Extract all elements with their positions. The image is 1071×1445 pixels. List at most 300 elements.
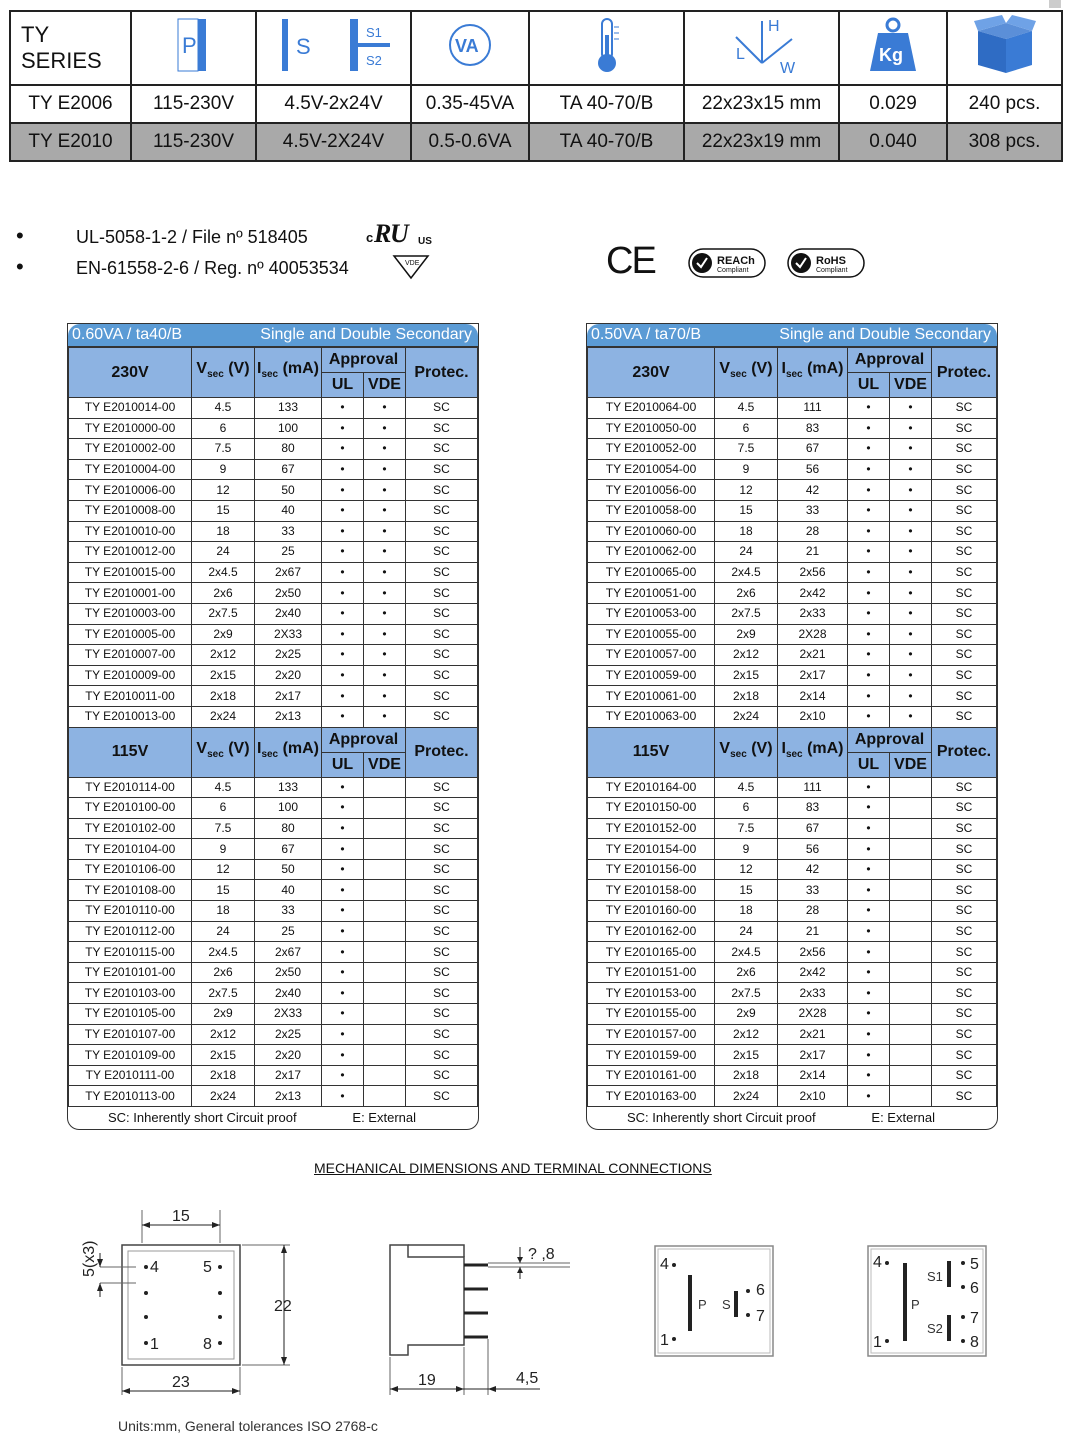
part-number: TY E2010052-00 — [588, 439, 715, 460]
protection: SC — [932, 901, 997, 922]
vsec-value: 15 — [715, 880, 778, 901]
part-number: TY E2010158-00 — [588, 880, 715, 901]
ul-approval: • — [322, 1004, 364, 1025]
section-header-row — [588, 348, 997, 373]
ul-approval: • — [322, 1024, 364, 1045]
vsec-value: 18 — [715, 521, 778, 542]
isec-value: 2x13 — [255, 1086, 322, 1107]
protection: SC — [932, 839, 997, 860]
svg-text:1: 1 — [660, 1332, 669, 1349]
vde-mark-icon — [392, 252, 432, 280]
series-label: TY SERIES — [10, 11, 131, 85]
table-row — [69, 777, 478, 798]
vde-approval — [364, 921, 406, 942]
isec-value: 21 — [778, 921, 848, 942]
vde-approval — [890, 859, 932, 880]
table-row — [69, 839, 478, 860]
vde-approval: • — [364, 665, 406, 686]
vsec-value: 24 — [715, 542, 778, 563]
spec-table-body — [587, 347, 997, 1107]
vsec-value: 12 — [192, 859, 255, 880]
ul-approval: • — [848, 603, 890, 624]
vde-approval — [364, 942, 406, 963]
vsec-value: 24 — [715, 921, 778, 942]
isec-value: 2x17 — [255, 686, 322, 707]
approval-header: Approval — [848, 727, 932, 752]
table-row — [69, 962, 478, 983]
table-row — [588, 1086, 997, 1107]
vsec-value: 15 — [192, 500, 255, 521]
ul-approval: • — [848, 962, 890, 983]
protection: SC — [406, 686, 478, 707]
vde-approval — [890, 1065, 932, 1086]
svg-text:S2: S2 — [927, 1321, 943, 1336]
protection: SC — [406, 665, 478, 686]
isec-value: 33 — [255, 901, 322, 922]
ul-approval: • — [322, 686, 364, 707]
svg-text:5: 5 — [203, 1259, 212, 1276]
ul-approval: • — [322, 706, 364, 727]
vde-approval — [890, 921, 932, 942]
mechanical-title: MECHANICAL DIMENSIONS AND TERMINAL CONNECTIONS — [314, 1160, 712, 1176]
vsec-value: 18 — [192, 521, 255, 542]
ul-approval: • — [322, 798, 364, 819]
spec-table-footer — [587, 1107, 997, 1129]
table-row — [588, 1004, 997, 1025]
footer-note: E: External — [871, 1110, 935, 1125]
vde-header: VDE — [364, 752, 406, 777]
isec-value: 2X33 — [255, 624, 322, 645]
table-row — [588, 624, 997, 645]
protection: SC — [932, 603, 997, 624]
isec-value: 2x20 — [255, 665, 322, 686]
isec-value: 100 — [255, 798, 322, 819]
ul-approval: • — [848, 1024, 890, 1045]
bullet-icon: • — [16, 254, 24, 279]
protection: SC — [406, 583, 478, 604]
svg-text:22: 22 — [274, 1298, 292, 1315]
section-header-row — [69, 348, 478, 373]
part-number: TY E2010154-00 — [588, 839, 715, 860]
protection: SC — [406, 1024, 478, 1045]
table-row — [69, 583, 478, 604]
table-row — [588, 583, 997, 604]
summary-cell: 0.040 — [839, 123, 947, 161]
part-number: TY E2010155-00 — [588, 1004, 715, 1025]
summary-cell: 4.5V-2X24V — [256, 123, 411, 161]
part-number: TY E2010106-00 — [69, 859, 192, 880]
ul-certification — [16, 223, 308, 248]
svg-text:Kg: Kg — [879, 45, 903, 65]
summary-header-row — [10, 11, 1062, 85]
ul-approval: • — [322, 583, 364, 604]
part-number: TY E2010153-00 — [588, 983, 715, 1004]
isec-value: 2x17 — [255, 1065, 322, 1086]
vde-approval: • — [364, 418, 406, 439]
table-row — [588, 962, 997, 983]
reach-badge-icon — [688, 248, 766, 278]
isec-value: 2x40 — [255, 603, 322, 624]
svg-text:P: P — [698, 1297, 707, 1312]
part-number: TY E2010057-00 — [588, 645, 715, 666]
part-number: TY E2010103-00 — [69, 983, 192, 1004]
table-row — [69, 983, 478, 1004]
part-number: TY E2010163-00 — [588, 1086, 715, 1107]
part-number: TY E2010162-00 — [588, 921, 715, 942]
ul-approval: • — [848, 521, 890, 542]
table-row — [69, 398, 478, 419]
vde-approval — [364, 880, 406, 901]
protection: SC — [932, 521, 997, 542]
vde-approval: • — [364, 500, 406, 521]
isec-value: 2X33 — [255, 1004, 322, 1025]
ul-approval: • — [848, 706, 890, 727]
svg-text:S1: S1 — [927, 1269, 943, 1284]
section-voltage: 230V — [588, 348, 715, 398]
isec-value: 2x33 — [778, 983, 848, 1004]
part-number: TY E2010053-00 — [588, 603, 715, 624]
protection: SC — [932, 818, 997, 839]
svg-text:4: 4 — [660, 1256, 669, 1273]
isec-header: $I_{sec}$ (mA) — [778, 727, 848, 777]
table-row — [588, 921, 997, 942]
ul-approval: • — [848, 1086, 890, 1107]
isec-value: 2X28 — [778, 1004, 848, 1025]
summary-cell: TA 40-70/B — [529, 123, 684, 161]
isec-header: $I_{sec}$ (mA) — [255, 727, 322, 777]
protection: SC — [932, 942, 997, 963]
isec-value: 2x20 — [255, 1045, 322, 1066]
vsec-value: 2x24 — [192, 1086, 255, 1107]
vde-approval — [890, 798, 932, 819]
part-number: TY E2010011-00 — [69, 686, 192, 707]
isec-value: 56 — [778, 839, 848, 860]
vsec-value: 7.5 — [192, 439, 255, 460]
protection: SC — [406, 901, 478, 922]
ul-approval: • — [848, 1045, 890, 1066]
table-row — [69, 880, 478, 901]
series-summary-table — [9, 10, 1063, 162]
protection: SC — [932, 583, 997, 604]
top-view-drawing — [70, 1195, 310, 1405]
part-number: TY E2010107-00 — [69, 1024, 192, 1045]
svg-text:U: U — [390, 220, 409, 248]
isec-value: 50 — [255, 859, 322, 880]
protection: SC — [932, 962, 997, 983]
vsec-header: $V_{sec}$ (V) — [192, 727, 255, 777]
svg-text:VA: VA — [455, 36, 479, 56]
svg-text:RoHS: RoHS — [816, 255, 846, 267]
ul-approval: • — [848, 398, 890, 419]
vde-approval: • — [364, 398, 406, 419]
approval-header: Approval — [322, 727, 406, 752]
vde-approval: • — [364, 439, 406, 460]
part-number: TY E2010150-00 — [588, 798, 715, 819]
svg-text:15: 15 — [172, 1208, 190, 1225]
protection: SC — [932, 1065, 997, 1086]
ul-approval: • — [322, 1045, 364, 1066]
table-row — [588, 686, 997, 707]
vde-approval — [364, 839, 406, 860]
table-row — [588, 480, 997, 501]
svg-text:US: US — [418, 236, 432, 247]
summary-cell: TY E2006 — [10, 85, 131, 123]
dimensions-icon — [684, 11, 839, 85]
summary-cell: 115-230V — [131, 123, 256, 161]
part-number: TY E2010015-00 — [69, 562, 192, 583]
table-row — [69, 624, 478, 645]
vde-approval: • — [890, 624, 932, 645]
part-number: TY E2010002-00 — [69, 439, 192, 460]
part-number: TY E2010160-00 — [588, 901, 715, 922]
footer-note: SC: Inherently short Circuit proof — [108, 1110, 297, 1125]
isec-value: 133 — [255, 777, 322, 798]
vde-approval: • — [890, 459, 932, 480]
ul-approval: • — [322, 839, 364, 860]
ul-approval: • — [848, 942, 890, 963]
ul-approval: • — [848, 645, 890, 666]
spec-table-rating: 0.50VA / ta70/B — [591, 326, 702, 343]
isec-value: 42 — [778, 480, 848, 501]
ul-approval: • — [322, 624, 364, 645]
ul-approval: • — [322, 562, 364, 583]
summary-row — [10, 85, 1062, 123]
spec-table-type: Single and Double Secondary — [260, 326, 472, 343]
svg-text:S1: S1 — [365, 25, 382, 40]
vsec-value: 2x24 — [715, 1086, 778, 1107]
part-number: TY E2010111-00 — [69, 1065, 192, 1086]
isec-value: 25 — [255, 921, 322, 942]
primary-icon — [131, 11, 256, 85]
ul-approval: • — [848, 1065, 890, 1086]
units-note: Units:mm, General tolerances ISO 2768-c — [118, 1418, 378, 1434]
part-number: TY E2010003-00 — [69, 603, 192, 624]
ul-approval: • — [322, 603, 364, 624]
table-row — [69, 1086, 478, 1107]
part-number: TY E2010161-00 — [588, 1065, 715, 1086]
vde-approval: • — [890, 706, 932, 727]
vde-approval: • — [890, 398, 932, 419]
approval-header: Approval — [848, 348, 932, 373]
part-number: TY E2010157-00 — [588, 1024, 715, 1045]
isec-value: 2x13 — [255, 706, 322, 727]
protection: SC — [932, 645, 997, 666]
vde-approval: • — [364, 459, 406, 480]
protection: SC — [406, 418, 478, 439]
secondary-icon — [256, 11, 411, 85]
svg-text:4: 4 — [150, 1259, 159, 1276]
protection: SC — [406, 1086, 478, 1107]
ul-approval: • — [322, 645, 364, 666]
vsec-value: 2x7.5 — [715, 983, 778, 1004]
table-row — [69, 798, 478, 819]
vde-approval — [890, 942, 932, 963]
vde-approval: • — [890, 439, 932, 460]
vde-approval: • — [890, 603, 932, 624]
svg-text:6: 6 — [756, 1282, 765, 1299]
protection: SC — [406, 859, 478, 880]
vde-approval: • — [364, 603, 406, 624]
protection: SC — [932, 459, 997, 480]
vsec-value: 2x7.5 — [192, 603, 255, 624]
protection: SC — [406, 439, 478, 460]
protection: SC — [406, 562, 478, 583]
isec-value: 80 — [255, 439, 322, 460]
table-row — [69, 439, 478, 460]
table-row — [69, 418, 478, 439]
part-number: TY E2010065-00 — [588, 562, 715, 583]
vsec-value: 2x9 — [192, 1004, 255, 1025]
summary-cell: 115-230V — [131, 85, 256, 123]
part-number: TY E2010056-00 — [588, 480, 715, 501]
vsec-value: 2x4.5 — [192, 942, 255, 963]
table-row — [588, 706, 997, 727]
ul-approval: • — [848, 859, 890, 880]
svg-text:Compliant: Compliant — [816, 267, 848, 274]
protec-header: Protec. — [932, 727, 997, 777]
vsec-value: 2x18 — [192, 686, 255, 707]
spec-table-footer — [68, 1107, 478, 1129]
vsec-value: 2x4.5 — [715, 942, 778, 963]
weight-icon — [839, 11, 947, 85]
isec-value: 42 — [778, 859, 848, 880]
protection: SC — [932, 418, 997, 439]
vsec-value: 2x15 — [192, 1045, 255, 1066]
vsec-value: 9 — [192, 839, 255, 860]
vsec-value: 2x15 — [192, 665, 255, 686]
summary-cell: TA 40-70/B — [529, 85, 684, 123]
protection: SC — [406, 921, 478, 942]
vsec-value: 7.5 — [192, 818, 255, 839]
table-row — [69, 901, 478, 922]
part-number: TY E2010164-00 — [588, 777, 715, 798]
protection: SC — [406, 1065, 478, 1086]
part-number: TY E2010014-00 — [69, 398, 192, 419]
isec-value: 2x10 — [778, 706, 848, 727]
vde-approval: • — [364, 480, 406, 501]
table-row — [69, 645, 478, 666]
vde-header: VDE — [364, 373, 406, 398]
double-secondary-schematic — [867, 1245, 989, 1359]
vde-approval — [890, 901, 932, 922]
vde-approval: • — [890, 583, 932, 604]
table-row — [588, 1024, 997, 1045]
ul-approval: • — [848, 921, 890, 942]
table-row — [588, 603, 997, 624]
part-number: TY E2010064-00 — [588, 398, 715, 419]
table-row — [588, 398, 997, 419]
ul-approval: • — [322, 818, 364, 839]
protection: SC — [406, 1004, 478, 1025]
ul-approval: • — [322, 398, 364, 419]
ul-approval: • — [322, 439, 364, 460]
svg-text:5: 5 — [970, 1256, 979, 1273]
vsec-value: 4.5 — [192, 398, 255, 419]
ul-approval: • — [322, 1086, 364, 1107]
ce-mark: CE — [606, 240, 655, 282]
svg-text:Compliant: Compliant — [717, 267, 749, 274]
vsec-value: 18 — [715, 901, 778, 922]
ul-header: UL — [322, 373, 364, 398]
part-number: TY E2010054-00 — [588, 459, 715, 480]
table-row — [588, 1065, 997, 1086]
vde-approval — [364, 1004, 406, 1025]
svg-text:S: S — [295, 34, 311, 59]
protection: SC — [406, 706, 478, 727]
protection: SC — [932, 480, 997, 501]
summary-cell: 240 pcs. — [947, 85, 1062, 123]
vsec-value: 2x6 — [192, 583, 255, 604]
vsec-header: $V_{sec}$ (V) — [715, 727, 778, 777]
section-voltage: 230V — [69, 348, 192, 398]
isec-value: 2x56 — [778, 562, 848, 583]
vsec-value: 24 — [192, 921, 255, 942]
table-row — [69, 706, 478, 727]
ul-approval: • — [322, 521, 364, 542]
summary-cell: 0.5-0.6VA — [411, 123, 529, 161]
protection: SC — [406, 818, 478, 839]
ul-approval: • — [848, 542, 890, 563]
vsec-value: 4.5 — [192, 777, 255, 798]
table-row — [588, 859, 997, 880]
svg-text:S2: S2 — [365, 53, 382, 68]
ul-approval: • — [322, 542, 364, 563]
table-row — [588, 500, 997, 521]
table-row — [588, 942, 997, 963]
protection: SC — [932, 1045, 997, 1066]
svg-text:H: H — [767, 18, 780, 35]
ul-approval: • — [322, 459, 364, 480]
isec-value: 33 — [255, 521, 322, 542]
table-row — [69, 942, 478, 963]
isec-value: 2x21 — [778, 645, 848, 666]
isec-value: 2x42 — [778, 962, 848, 983]
protection: SC — [932, 1024, 997, 1045]
box-icon — [947, 11, 1062, 85]
isec-value: 67 — [778, 439, 848, 460]
vsec-value: 2x12 — [715, 1024, 778, 1045]
vde-approval — [364, 1065, 406, 1086]
vsec-value: 12 — [715, 859, 778, 880]
part-number: TY E2010110-00 — [69, 901, 192, 922]
protection: SC — [406, 624, 478, 645]
protection: SC — [406, 459, 478, 480]
protection: SC — [406, 798, 478, 819]
isec-value: 25 — [255, 542, 322, 563]
summary-cell: 4.5V-2x24V — [256, 85, 411, 123]
table-row — [69, 921, 478, 942]
ul-approval: • — [848, 480, 890, 501]
svg-text:23: 23 — [172, 1374, 190, 1391]
part-number: TY E2010100-00 — [69, 798, 192, 819]
ul-approval: • — [322, 859, 364, 880]
ul-header: UL — [848, 752, 890, 777]
protection: SC — [406, 480, 478, 501]
summary-cell: 0.35-45VA — [411, 85, 529, 123]
vsec-value: 15 — [192, 880, 255, 901]
svg-text:1: 1 — [873, 1334, 882, 1351]
vde-approval — [890, 1086, 932, 1107]
part-number: TY E2010152-00 — [588, 818, 715, 839]
table-row — [69, 603, 478, 624]
part-number: TY E2010159-00 — [588, 1045, 715, 1066]
part-number: TY E2010105-00 — [69, 1004, 192, 1025]
thermometer-icon — [529, 11, 684, 85]
footer-note: SC: Inherently short Circuit proof — [627, 1110, 816, 1125]
part-number: TY E2010013-00 — [69, 706, 192, 727]
isec-value: 67 — [255, 459, 322, 480]
part-number: TY E2010061-00 — [588, 686, 715, 707]
